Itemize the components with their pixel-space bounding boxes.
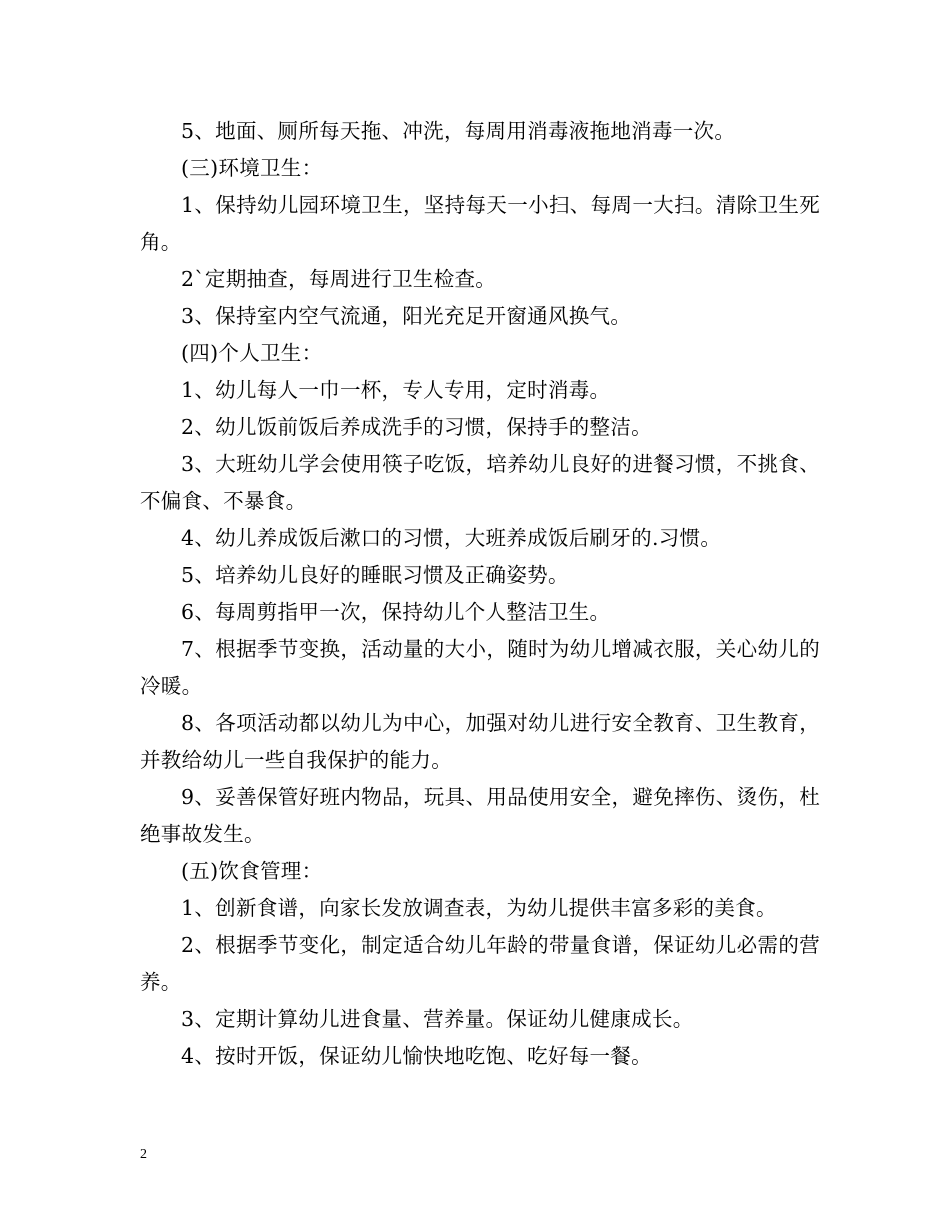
section-heading-personal-hygiene: (四)个人卫生： (181, 341, 323, 365)
paragraph: 1、创新食谱，向家长发放调查表，为幼儿提供丰富多彩的美食。 (181, 896, 777, 920)
paragraph: 2、幼儿饭前饭后养成洗手的习惯，保持手的整洁。 (181, 415, 652, 439)
document-body (140, 113, 820, 1075)
section-heading-diet-management: (五)饮食管理： (181, 859, 323, 883)
paragraph: 3、大班幼儿学会使用筷子吃饭，培养幼儿良好的进餐习惯，不挑食、不偏食、不暴食。 (140, 452, 820, 513)
paragraph: 1、保持幼儿园环境卫生，坚持每天一小扫、每周一大扫。清除卫生死角。 (140, 193, 820, 254)
paragraph: 3、保持室内空气流通，阳光充足开窗通风换气。 (181, 304, 632, 328)
paragraph: 6、每周剪指甲一次，保持幼儿个人整洁卫生。 (181, 600, 611, 624)
paragraph: 2、根据季节变化，制定适合幼儿年龄的带量食谱，保证幼儿必需的营养。 (140, 933, 820, 994)
paragraph: 9、妥善保管好班内物品，玩具、用品使用安全，避免摔伤、烫伤，杜绝事故发生。 (140, 785, 820, 846)
section-heading-environment-hygiene: (三)环境卫生： (181, 156, 323, 180)
paragraph: 4、按时开饭，保证幼儿愉快地吃饱、吃好每一餐。 (181, 1044, 652, 1068)
paragraph: 4、幼儿养成饭后漱口的习惯，大班养成饭后刷牙的.习惯。 (181, 526, 722, 550)
paragraph: 7、根据季节变换，活动量的大小，随时为幼儿增减衣服，关心幼儿的冷暖。 (140, 637, 820, 698)
paragraph: 8、各项活动都以幼儿为中心，加强对幼儿进行安全教育、卫生教育，并教给幼儿一些自我保护的能力。 (140, 711, 820, 772)
paragraph: 5、地面、厕所每天拖、冲洗，每周用消毒液拖地消毒一次。 (181, 119, 736, 143)
paragraph: 5、培养幼儿良好的睡眠习惯及正确姿势。 (181, 563, 569, 587)
page-number: 2 (140, 1147, 147, 1162)
paragraph: 1、幼儿每人一巾一杯，专人专用，定时消毒。 (181, 378, 611, 402)
paragraph: 2`定期抽查，每周进行卫生检查。 (181, 267, 497, 291)
paragraph: 3、定期计算幼儿进食量、营养量。保证幼儿健康成长。 (181, 1007, 694, 1031)
